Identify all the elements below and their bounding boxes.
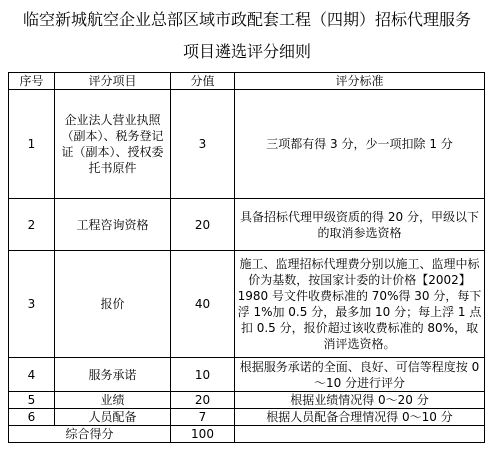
total-standard-empty: [235, 426, 485, 443]
table-row: [9, 392, 485, 409]
row-no: 2: [9, 199, 55, 251]
row-no: 1: [9, 90, 55, 199]
row-standard: 根据人员配备合理情况得 0～10 分: [235, 409, 485, 426]
document-title-line-2: 项目遴选评分细则: [182, 42, 311, 61]
row-item: 人员配备: [55, 409, 171, 426]
table-row: [9, 90, 485, 199]
row-no: 6: [9, 409, 55, 426]
row-score: 40: [171, 251, 235, 358]
row-no: 4: [9, 358, 55, 392]
row-score: 10: [171, 358, 235, 392]
table-header-row: [9, 73, 485, 90]
row-standard: 具备招标代理甲级资质的得 20 分，甲级以下的取消参选资格: [235, 199, 485, 251]
row-standard: 施工、监理招标代理费分别以施工、监理中标价为基数，按国家计委的计价格【2002】1980 号文件收费标准的 70%得 30 分，每下浮 1%加 0.5 分，最多加 10 分；每上浮 1 点扣 0.5 分，报价超过该收费标准的 80%，取消评选资格。: [235, 251, 485, 358]
row-item: 服务承诺: [55, 358, 171, 392]
row-score: 3: [171, 90, 235, 199]
row-standard: 根据服务承诺的全面、良好、可信等程度按 0～10 分进行评分: [235, 358, 485, 392]
table-row: [9, 358, 485, 392]
header-standard: 评分标准: [235, 73, 485, 90]
header-item: 评分项目: [55, 73, 171, 90]
scoring-table: [8, 72, 485, 443]
row-item: 工程咨询资格: [55, 199, 171, 251]
row-standard: 根据业绩情况得 0～20 分: [235, 392, 485, 409]
header-score: 分值: [171, 73, 235, 90]
row-item: 企业法人营业执照（副本）、税务登记证（副本）、授权委托书原件: [55, 90, 171, 199]
table-total-row: [9, 426, 485, 443]
row-score: 7: [171, 409, 235, 426]
total-label: 综合得分: [9, 426, 171, 443]
row-item: 报价: [55, 251, 171, 358]
document-title-line-1: 临空新城航空企业总部区域市政配套工程（四期）招标代理服务: [22, 10, 471, 29]
table-row: [9, 199, 485, 251]
row-no: 5: [9, 392, 55, 409]
row-no: 3: [9, 251, 55, 358]
row-score: 20: [171, 392, 235, 409]
table-row: [9, 251, 485, 358]
header-no: 序号: [9, 73, 55, 90]
row-standard: 三项都有得 3 分，少一项扣除 1 分: [235, 90, 485, 199]
table-row: [9, 409, 485, 426]
row-item: 业绩: [55, 392, 171, 409]
row-score: 20: [171, 199, 235, 251]
total-score: 100: [171, 426, 235, 443]
